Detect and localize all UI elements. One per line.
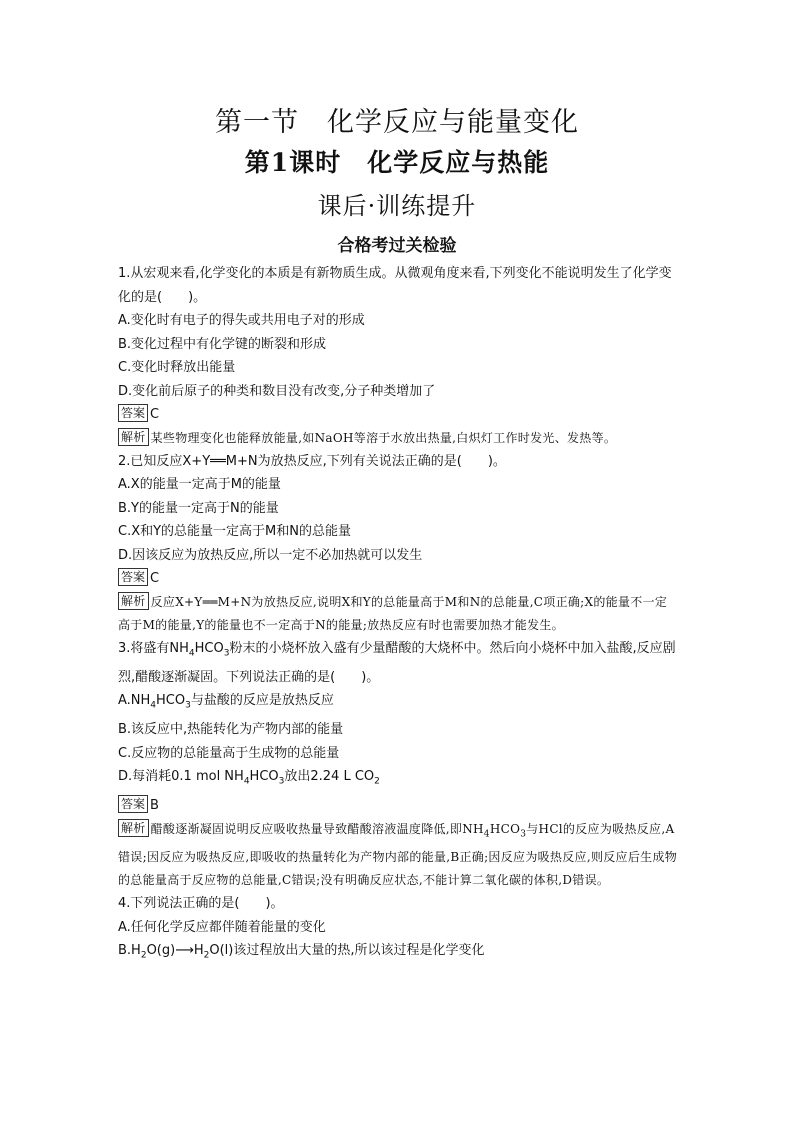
question-2-option-d: D.因该反应为放热反应,所以一定不必加热就可以发生 [118, 547, 423, 563]
question-1-stem: 1.从宏观来看,化学变化的本质是有新物质生成。从微观角度来看,下列变化不能说明发生了化学变化的是( )。 [118, 266, 672, 305]
question-1-analysis [118, 427, 678, 450]
answer-label: 答案 [118, 568, 148, 586]
question-3-option-d: D.每消耗0.1 mol $NH_4HCO_3$放出2.24 L $CO_2$ [118, 769, 380, 787]
question-2-option-a: A.X的能量一定高于M的能量 [118, 477, 281, 492]
question-1-option-b: B.变化过程中有化学键的断裂和形成 [118, 336, 327, 352]
question-3-analysis: 解析 醋酸逐渐凝固说明反应吸收热量导致醋酸溶液温度降低,即$NH_4HCO_3$与HCl的反应为吸热反应,A错误;因反应为吸热反应,即吸收的热量转化为产物内部的能量,B正确;因反应为吸热反应,则反应后生成物的总能量高于反应物的总能量,C错误;没有明确反应状态,不能计算二氧化碳的体积,D错误。 [118, 820, 678, 888]
part-title: 课后·训练提升 [317, 192, 477, 220]
answer-value: C [150, 571, 160, 586]
question-list [118, 262, 678, 968]
analysis-text: 反应X+Y══M+N为放热反应,说明X和Y的总能量高于M和N的总能量,C项正确;X的能量不一定高于M的能量,Y的能量也不一定高于N的能量;放热反应有时也需要加热才能发生。 [118, 594, 668, 632]
question-1-option-a: A.变化时有电子的得失或共用电子对的形成 [118, 313, 365, 328]
analysis-label: 解析 [118, 428, 149, 446]
analysis-label: 解析 [118, 592, 149, 610]
question-3-option-a: $A.NH_4HCO_3$与盐酸的反应是放热反应 [118, 693, 334, 711]
question-1-option-d: D.变化前后原子的种类和数目没有改变,分子种类增加了 [118, 383, 436, 399]
question-4-stem: 4.下列说法正确的是( )。 [118, 896, 284, 912]
question-4-option-a: A.任何化学反应都伴随着能量的变化 [118, 919, 326, 935]
question-3-answer [118, 794, 678, 818]
answer-label: 答案 [118, 404, 148, 422]
answer-label: 答案 [118, 795, 148, 813]
question-1-answer [118, 403, 678, 427]
analysis-label: 解析 [118, 819, 149, 837]
question-2-analysis [118, 591, 678, 637]
section-title: 第一节 化学反应与能量变化 [215, 107, 579, 138]
section-heading: 合格考过关检验 [337, 236, 457, 256]
question-3-option-c: C.反应物的总能量高于生成物的总能量 [118, 745, 340, 761]
question-2-option-b: B.Y的能量一定高于N的能量 [118, 500, 279, 516]
question-3-stem: 3.将盛有$NH_4HCO_3$粉末的小烧杯放入盛有少量醋酸的大烧杯中。然后向小烧杯中加入盐酸,反应剧烈,醋酸逐渐凝固。下列说法正确的是( )。 [118, 640, 676, 685]
analysis-text: 某些物理变化也能释放能量,如NaOH等溶于水放出热量,白炽灯工作时发光、发热等。 [150, 430, 617, 445]
answer-value: C [150, 407, 160, 422]
question-2-option-c: C.X和Y的总能量一定高于M和N的总能量 [118, 524, 351, 539]
question-2-answer [118, 567, 678, 591]
question-3-option-b: B.该反应中,热能转化为产物内部的能量 [118, 722, 344, 738]
question-1-option-c: C.变化时释放出能量 [118, 360, 236, 375]
answer-value: B [150, 798, 159, 814]
question-4-option-b: $B.H_2O(g)⟶H_2O(l)$该过程放出大量的热,所以该过程是化学变化 [118, 943, 485, 961]
lesson-title: 第1课时 化学反应与热能 [244, 148, 550, 177]
question-2-stem: 2.已知反应X+Y══M+N为放热反应,下列有关说法正确的是( )。 [118, 453, 506, 469]
